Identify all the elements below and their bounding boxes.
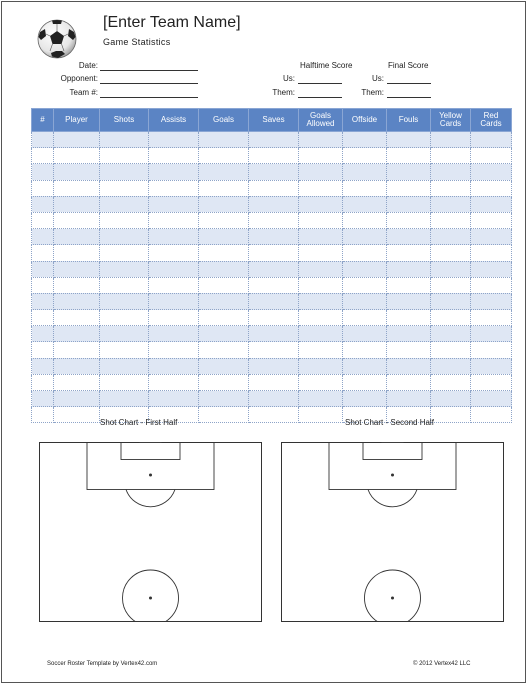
table-cell[interactable] — [387, 148, 431, 164]
table-cell[interactable] — [387, 245, 431, 261]
page-subtitle: Game Statistics — [103, 37, 171, 47]
soccer-ball-icon — [36, 18, 78, 60]
table-row — [32, 196, 512, 212]
col-header-shots: Shots — [100, 109, 149, 132]
table-cell[interactable] — [199, 212, 249, 228]
table-cell[interactable] — [431, 245, 471, 261]
table-cell[interactable] — [343, 164, 387, 180]
table-cell[interactable] — [249, 245, 299, 261]
table-row — [32, 342, 512, 358]
table-cell[interactable] — [299, 229, 343, 245]
table-cell[interactable] — [149, 180, 199, 196]
final-us-field[interactable] — [387, 83, 431, 84]
table-cell[interactable] — [32, 293, 54, 309]
table-cell[interactable] — [149, 212, 199, 228]
table-row — [32, 391, 512, 407]
table-cell[interactable] — [100, 132, 149, 148]
table-cell[interactable] — [149, 196, 199, 212]
table-row — [32, 180, 512, 196]
table-cell[interactable] — [32, 245, 54, 261]
table-cell[interactable] — [149, 132, 199, 148]
table-cell[interactable] — [249, 310, 299, 326]
table-cell[interactable] — [387, 326, 431, 342]
table-cell[interactable] — [149, 277, 199, 293]
table-cell[interactable] — [387, 358, 431, 374]
table-cell[interactable] — [54, 293, 100, 309]
table-cell[interactable] — [199, 293, 249, 309]
table-cell[interactable] — [199, 245, 249, 261]
table-cell[interactable] — [54, 212, 100, 228]
col-header-saves: Saves — [249, 109, 299, 132]
table-cell[interactable] — [431, 261, 471, 277]
shot-chart-second-half-title: Shot Chart - Second Half — [345, 418, 434, 427]
table-cell[interactable] — [471, 212, 512, 228]
table-cell[interactable] — [54, 180, 100, 196]
table-cell[interactable] — [343, 326, 387, 342]
table-cell[interactable] — [343, 374, 387, 390]
table-cell[interactable] — [149, 245, 199, 261]
table-row — [32, 212, 512, 228]
table-cell[interactable] — [32, 164, 54, 180]
table-cell[interactable] — [100, 391, 149, 407]
table-cell[interactable] — [343, 180, 387, 196]
table-cell[interactable] — [431, 391, 471, 407]
table-cell[interactable] — [343, 277, 387, 293]
table-cell[interactable] — [343, 212, 387, 228]
table-cell[interactable] — [149, 261, 199, 277]
table-cell[interactable] — [54, 261, 100, 277]
table-cell[interactable] — [149, 293, 199, 309]
table-cell[interactable] — [387, 180, 431, 196]
table-cell[interactable] — [100, 342, 149, 358]
table-cell[interactable] — [471, 358, 512, 374]
table-cell[interactable] — [54, 326, 100, 342]
table-cell[interactable] — [299, 245, 343, 261]
table-cell[interactable] — [199, 229, 249, 245]
table-cell[interactable] — [54, 358, 100, 374]
table-cell[interactable] — [471, 180, 512, 196]
table-cell[interactable] — [343, 261, 387, 277]
table-cell[interactable] — [54, 342, 100, 358]
table-cell[interactable] — [249, 148, 299, 164]
table-cell[interactable] — [100, 164, 149, 180]
table-cell[interactable] — [343, 148, 387, 164]
halftime-them-label: Them: — [272, 88, 295, 97]
date-label: Date: — [78, 61, 98, 70]
table-cell[interactable] — [299, 132, 343, 148]
table-cell[interactable] — [343, 132, 387, 148]
table-cell[interactable] — [54, 310, 100, 326]
table-row — [32, 132, 512, 148]
table-cell[interactable] — [249, 212, 299, 228]
col-header-offside: Offside — [343, 109, 387, 132]
table-cell[interactable] — [387, 229, 431, 245]
table-cell[interactable] — [431, 212, 471, 228]
table-cell[interactable] — [149, 148, 199, 164]
table-cell[interactable] — [471, 391, 512, 407]
table-cell[interactable] — [431, 164, 471, 180]
table-cell[interactable] — [199, 391, 249, 407]
table-cell[interactable] — [100, 261, 149, 277]
table-cell[interactable] — [299, 212, 343, 228]
table-cell[interactable] — [299, 358, 343, 374]
table-cell[interactable] — [54, 391, 100, 407]
table-cell[interactable] — [343, 245, 387, 261]
table-cell[interactable] — [471, 326, 512, 342]
table-cell[interactable] — [387, 132, 431, 148]
table-row — [32, 148, 512, 164]
table-cell[interactable] — [199, 342, 249, 358]
table-cell[interactable] — [299, 261, 343, 277]
table-cell[interactable] — [32, 342, 54, 358]
team-number-field[interactable] — [100, 97, 198, 98]
table-cell[interactable] — [431, 196, 471, 212]
table-cell[interactable] — [100, 277, 149, 293]
game-stats-table — [31, 108, 512, 423]
table-cell[interactable] — [431, 326, 471, 342]
table-cell[interactable] — [249, 261, 299, 277]
table-cell[interactable] — [249, 293, 299, 309]
table-cell[interactable] — [199, 407, 249, 423]
table-cell[interactable] — [299, 407, 343, 423]
table-cell[interactable] — [431, 374, 471, 390]
table-cell[interactable] — [100, 229, 149, 245]
table-cell[interactable] — [100, 196, 149, 212]
shot-chart-second-half-field[interactable] — [281, 442, 504, 622]
table-cell[interactable] — [299, 180, 343, 196]
table-cell[interactable] — [299, 164, 343, 180]
table-cell[interactable] — [100, 245, 149, 261]
table-body — [32, 132, 512, 423]
date-field[interactable] — [100, 70, 198, 71]
table-cell[interactable] — [249, 326, 299, 342]
table-cell[interactable] — [54, 164, 100, 180]
table-row — [32, 164, 512, 180]
halftime-them-field[interactable] — [298, 97, 342, 98]
table-cell[interactable] — [54, 407, 100, 423]
table-cell[interactable] — [32, 391, 54, 407]
table-cell[interactable] — [32, 277, 54, 293]
table-cell[interactable] — [299, 374, 343, 390]
table-cell[interactable] — [149, 391, 199, 407]
table-cell[interactable] — [54, 245, 100, 261]
halftime-us-label: Us: — [283, 74, 295, 83]
col-header-goals: Goals — [199, 109, 249, 132]
table-cell[interactable] — [100, 358, 149, 374]
table-cell[interactable] — [199, 358, 249, 374]
table-cell[interactable] — [471, 164, 512, 180]
table-cell[interactable] — [387, 164, 431, 180]
table-row — [32, 326, 512, 342]
team-name-title[interactable]: [Enter Team Name] — [103, 14, 241, 31]
table-row — [32, 293, 512, 309]
table-cell[interactable] — [32, 229, 54, 245]
table-cell[interactable] — [54, 196, 100, 212]
table-cell[interactable] — [471, 132, 512, 148]
table-row — [32, 245, 512, 261]
table-cell[interactable] — [471, 293, 512, 309]
table-cell[interactable] — [343, 310, 387, 326]
table-cell[interactable] — [343, 358, 387, 374]
table-cell[interactable] — [100, 180, 149, 196]
table-cell[interactable] — [32, 407, 54, 423]
table-cell[interactable] — [54, 132, 100, 148]
col-header-assists: Assists — [149, 109, 199, 132]
table-cell[interactable] — [100, 212, 149, 228]
table-cell[interactable] — [431, 132, 471, 148]
table-cell[interactable] — [299, 391, 343, 407]
table-cell[interactable] — [32, 196, 54, 212]
table-cell[interactable] — [32, 261, 54, 277]
table-cell[interactable] — [32, 310, 54, 326]
table-cell[interactable] — [32, 148, 54, 164]
table-cell[interactable] — [431, 407, 471, 423]
table-cell[interactable] — [149, 229, 199, 245]
table-cell[interactable] — [431, 342, 471, 358]
col-header-red-cards: Red Cards — [471, 109, 512, 132]
table-cell[interactable] — [199, 374, 249, 390]
table-cell[interactable] — [149, 358, 199, 374]
table-cell[interactable] — [199, 180, 249, 196]
final-score-label: Final Score — [388, 61, 429, 70]
table-cell[interactable] — [299, 342, 343, 358]
table-cell[interactable] — [471, 374, 512, 390]
table-cell[interactable] — [471, 229, 512, 245]
table-cell[interactable] — [100, 326, 149, 342]
shot-chart-first-half-title: Shot Chart - First Half — [100, 418, 178, 427]
table-cell[interactable] — [199, 261, 249, 277]
table-cell[interactable] — [100, 310, 149, 326]
table-cell[interactable] — [387, 391, 431, 407]
table-cell[interactable] — [431, 310, 471, 326]
table-cell[interactable] — [32, 374, 54, 390]
table-cell[interactable] — [249, 229, 299, 245]
table-cell[interactable] — [387, 277, 431, 293]
table-cell[interactable] — [54, 277, 100, 293]
table-cell[interactable] — [431, 180, 471, 196]
table-cell[interactable] — [471, 148, 512, 164]
table-cell[interactable] — [343, 391, 387, 407]
table-row — [32, 358, 512, 374]
table-cell[interactable] — [387, 261, 431, 277]
table-cell[interactable] — [149, 342, 199, 358]
table-cell[interactable] — [149, 310, 199, 326]
table-cell[interactable] — [249, 164, 299, 180]
halftime-us-field[interactable] — [298, 83, 342, 84]
table-cell[interactable] — [54, 148, 100, 164]
table-cell[interactable] — [249, 342, 299, 358]
table-cell[interactable] — [249, 180, 299, 196]
table-cell[interactable] — [387, 212, 431, 228]
col-header-player: Player — [54, 109, 100, 132]
table-cell[interactable] — [343, 293, 387, 309]
table-cell[interactable] — [299, 277, 343, 293]
team-number-label: Team #: — [69, 88, 98, 97]
table-cell[interactable] — [100, 374, 149, 390]
table-cell[interactable] — [100, 293, 149, 309]
table-cell[interactable] — [343, 196, 387, 212]
table-cell[interactable] — [471, 310, 512, 326]
table-cell[interactable] — [431, 293, 471, 309]
table-cell[interactable] — [387, 374, 431, 390]
table-cell[interactable] — [149, 374, 199, 390]
shot-chart-first-half-field[interactable] — [39, 442, 262, 622]
table-row — [32, 261, 512, 277]
table-cell[interactable] — [387, 342, 431, 358]
table-cell[interactable] — [343, 342, 387, 358]
table-cell[interactable] — [199, 196, 249, 212]
table-cell[interactable] — [199, 277, 249, 293]
table-cell[interactable] — [249, 358, 299, 374]
table-cell[interactable] — [199, 132, 249, 148]
table-cell[interactable] — [199, 148, 249, 164]
table-cell[interactable] — [199, 164, 249, 180]
table-cell[interactable] — [343, 229, 387, 245]
halftime-score-label: Halftime Score — [300, 61, 353, 70]
table-cell[interactable] — [431, 148, 471, 164]
col-header-yellow-cards: Yellow Cards — [431, 109, 471, 132]
table-cell[interactable] — [471, 407, 512, 423]
table-cell[interactable] — [387, 196, 431, 212]
opponent-field[interactable] — [100, 83, 198, 84]
footer-credit: Soccer Roster Template by Vertex42.com — [47, 661, 158, 667]
table-cell[interactable] — [471, 196, 512, 212]
table-cell[interactable] — [54, 229, 100, 245]
col-header-number: # — [32, 109, 54, 132]
table-cell[interactable] — [199, 310, 249, 326]
table-cell[interactable] — [32, 212, 54, 228]
table-cell[interactable] — [249, 132, 299, 148]
table-cell[interactable] — [387, 310, 431, 326]
table-cell[interactable] — [471, 261, 512, 277]
table-cell[interactable] — [249, 196, 299, 212]
table-cell[interactable] — [299, 293, 343, 309]
table-cell[interactable] — [32, 180, 54, 196]
table-cell[interactable] — [299, 310, 343, 326]
table-cell[interactable] — [431, 358, 471, 374]
final-us-label: Us: — [372, 74, 384, 83]
col-header-goals-allowed: Goals Allowed — [299, 109, 343, 132]
footer-copyright: © 2012 Vertex42 LLC — [413, 661, 471, 667]
table-cell[interactable] — [199, 326, 249, 342]
table-cell[interactable] — [249, 391, 299, 407]
table-row — [32, 310, 512, 326]
table-row — [32, 277, 512, 293]
table-cell[interactable] — [431, 277, 471, 293]
table-cell[interactable] — [149, 326, 199, 342]
table-cell[interactable] — [471, 342, 512, 358]
table-row — [32, 374, 512, 390]
table-header-row — [32, 109, 512, 132]
table-row — [32, 229, 512, 245]
col-header-fouls: Fouls — [387, 109, 431, 132]
final-them-field[interactable] — [387, 97, 431, 98]
table-cell[interactable] — [249, 277, 299, 293]
table-cell[interactable] — [299, 326, 343, 342]
final-them-label: Them: — [361, 88, 384, 97]
table-cell[interactable] — [431, 229, 471, 245]
table-cell[interactable] — [32, 326, 54, 342]
table-cell[interactable] — [149, 164, 199, 180]
opponent-label: Opponent: — [60, 74, 98, 83]
table-cell[interactable] — [54, 374, 100, 390]
table-cell[interactable] — [100, 148, 149, 164]
table-cell[interactable] — [249, 374, 299, 390]
table-cell[interactable] — [299, 148, 343, 164]
table-cell[interactable] — [387, 293, 431, 309]
table-cell[interactable] — [471, 245, 512, 261]
table-cell[interactable] — [32, 132, 54, 148]
table-cell[interactable] — [471, 277, 512, 293]
table-cell[interactable] — [32, 358, 54, 374]
table-cell[interactable] — [299, 196, 343, 212]
table-cell[interactable] — [249, 407, 299, 423]
